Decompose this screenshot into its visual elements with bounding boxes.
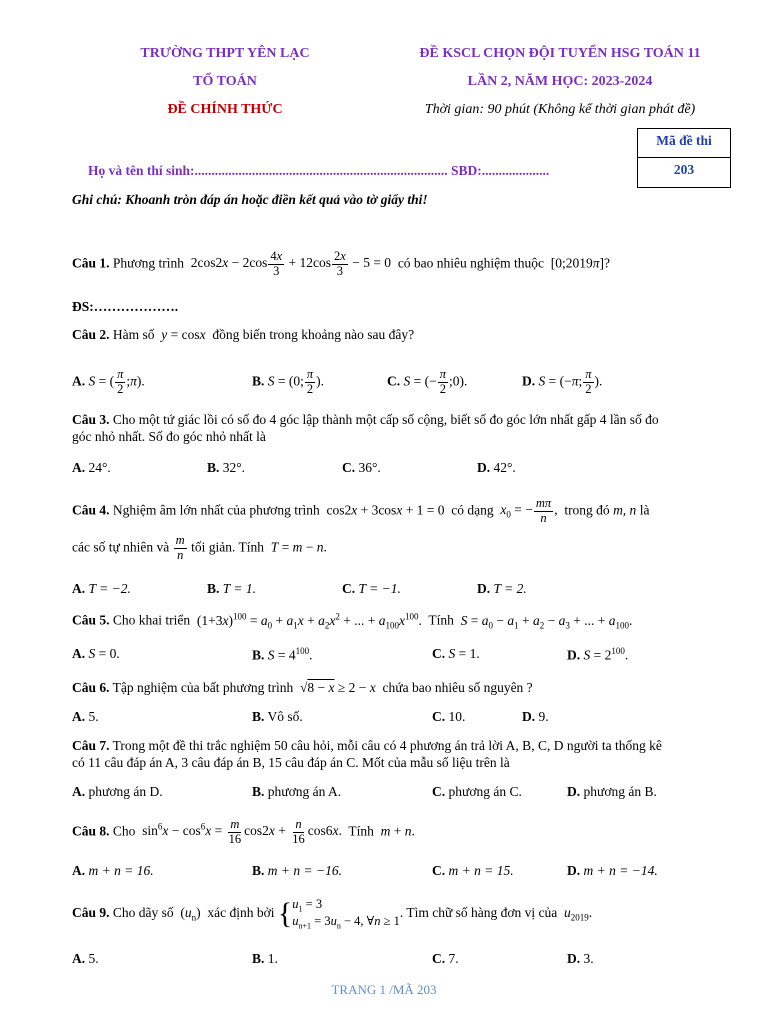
q4-option-d[interactable]: D. T = 2. bbox=[477, 581, 527, 596]
q2-option-d[interactable]: D. S = (−π; $\frac{\pi}{2}$ ). bbox=[522, 367, 603, 396]
q1-answer-line[interactable]: ĐS:………………. bbox=[72, 299, 179, 314]
question-2: Câu 2. Hàm số y = cosx đồng biến trong khoảng nào sau đây? bbox=[72, 327, 415, 342]
q7-option-d[interactable]: D. phương án B. bbox=[567, 784, 657, 799]
q4-option-a[interactable]: A. T = −2. bbox=[72, 581, 131, 596]
q9-option-a[interactable]: A. 5. bbox=[72, 951, 99, 966]
q9-option-d[interactable]: D. 3. bbox=[567, 951, 594, 966]
exam-title: ĐỀ KSCL CHỌN ĐỘI TUYỂN HSG TOÁN 11 bbox=[419, 46, 701, 61]
exam-round: LẦN 2, NĂM HỌC: 2023-2024 bbox=[467, 74, 653, 89]
q5-option-b[interactable]: B. $S = 4^{100}$. bbox=[252, 646, 313, 663]
q8-option-a[interactable]: A. m + n = 16. bbox=[72, 863, 154, 878]
page-footer: TRANG 1 /MÃ 203 bbox=[331, 982, 437, 997]
question-4: Câu 4. Nghiệm âm lớn nhất của phương trình cos2x + 3cosx + 1 = 0 có dạng $x_0$ = − $\frac{m\pi}{n}$ , trong đó m, n là bbox=[72, 496, 650, 525]
exam-time: Thời gian: 90 phút (Không kể thời gian phát đề) bbox=[424, 102, 696, 117]
q3-option-a[interactable]: A. 24°. bbox=[72, 460, 111, 475]
q5-option-c[interactable]: C. S = 1. bbox=[432, 646, 480, 661]
exam-code-label: Mã đề thi bbox=[656, 133, 712, 148]
q9-option-b[interactable]: B. 1. bbox=[252, 951, 278, 966]
q7-option-b[interactable]: B. phương án A. bbox=[252, 784, 342, 799]
exam-code-value: 203 bbox=[673, 162, 695, 177]
q4-option-b[interactable]: B. T = 1. bbox=[207, 581, 257, 596]
q5-option-d[interactable]: D. $S = 2^{100}$. bbox=[567, 646, 629, 663]
q6-option-a[interactable]: A. 5. bbox=[72, 709, 99, 724]
department-name: TỔ TOÁN bbox=[193, 74, 257, 89]
question-4-line2: các số tự nhiên và $\frac{m}{n}$ tối giản. Tính T = m − n. bbox=[72, 533, 327, 562]
q4-option-c[interactable]: C. T = −1. bbox=[342, 581, 401, 596]
official-label: ĐỀ CHÍNH THỨC bbox=[167, 102, 283, 117]
q8-option-b[interactable]: B. m + n = −16. bbox=[252, 863, 342, 878]
q7-option-a[interactable]: A. phương án D. bbox=[72, 784, 163, 799]
question-1: Câu 1. Phương trình 2cos2x − 2cos $\frac{4x}{3}$ + 12cos $\frac{2x}{3}$ − 5 = 0 có bao nhiêu nghiệm thuộc [0;2019π]? bbox=[72, 249, 611, 278]
question-3-line2: góc nhỏ nhất. Số đo góc nhỏ nhất là bbox=[72, 429, 266, 444]
q7-option-c[interactable]: C. phương án C. bbox=[432, 784, 522, 799]
q8-option-c[interactable]: C. m + n = 15. bbox=[432, 863, 514, 878]
question-9: Câu 9. Cho dãy số $(u_n)$ xác định bởi { $u_1 = 3$ $u_{n+1} = 3u_n - 4$, ∀n ≥ 1 . Tìm chữ số hàng đơn vị của $u_{2019}$. bbox=[72, 897, 593, 931]
question-7: Câu 7. Trong một đề thi trắc nghiệm 50 câu hỏi, mỗi câu có 4 phương án trả lời A, B, C, D người ta thống kê bbox=[72, 738, 662, 753]
exam-note: Ghi chú: Khoanh tròn đáp án hoặc điền kết quả vào tờ giấy thi! bbox=[72, 192, 428, 207]
question-8: Câu 8. Cho $\sin^6x - \cos^6x$ = $\frac{m}{16}$ cos2x + $\frac{n}{16}$ cos6x. Tính m + n. bbox=[72, 817, 415, 846]
q3-option-b[interactable]: B. 32°. bbox=[207, 460, 246, 475]
question-6: Câu 6. Tập nghiệm của bất phương trình √8 − x ≥ 2 − x chứa bao nhiêu số nguyên ? bbox=[72, 680, 533, 695]
q2-option-c[interactable]: C. S = (− $\frac{\pi}{2}$ ;0). bbox=[387, 367, 468, 396]
school-name: TRƯỜNG THPT YÊN LẠC bbox=[140, 46, 310, 61]
q3-option-c[interactable]: C. 36°. bbox=[342, 460, 381, 475]
q1-equation: 2cos2x − 2cos $\frac{4x}{3}$ + 12cos $\frac{2x}{3}$ − 5 = 0 bbox=[187, 249, 395, 278]
q9-option-c[interactable]: C. 7. bbox=[432, 951, 459, 966]
q5-option-a[interactable]: A. S = 0. bbox=[72, 646, 120, 661]
q6-option-c[interactable]: C. 10. bbox=[432, 709, 466, 724]
q6-option-b[interactable]: B. Vô số. bbox=[252, 709, 303, 724]
exam-code-box bbox=[637, 128, 731, 188]
q3-option-d[interactable]: D. 42°. bbox=[477, 460, 516, 475]
question-5: Câu 5. Cho khai triển $(1+3x)^{100} = a_0 + a_1x + a_2x^2$ + ... + $a_{100}x^{100}$. Tính $S = a_0 - a_1 + a_2 - a_3$ + ... + $a_{100}$. bbox=[72, 611, 633, 631]
question-3: Câu 3. Cho một tứ giác lồi có số đo 4 góc lập thành một cấp số cộng, biết số đo góc lớn nhất gấp 4 lần số đo bbox=[72, 412, 659, 427]
q2-option-b[interactable]: B. S = (0; $\frac{\pi}{2}$ ). bbox=[252, 367, 325, 396]
q6-option-d[interactable]: D. 9. bbox=[522, 709, 549, 724]
student-info-line: Họ và tên thí sinh:........................................................................... SBD:.................... bbox=[88, 163, 550, 178]
question-7-line2: có 11 câu đáp án A, 3 câu đáp án B, 15 câu đáp án C. Mốt của mẫu số liệu trên là bbox=[72, 755, 510, 770]
q2-option-a[interactable]: A. S = ( $\frac{\pi}{2}$ ;π). bbox=[72, 367, 145, 396]
q8-option-d[interactable]: D. m + n = −14. bbox=[567, 863, 658, 878]
